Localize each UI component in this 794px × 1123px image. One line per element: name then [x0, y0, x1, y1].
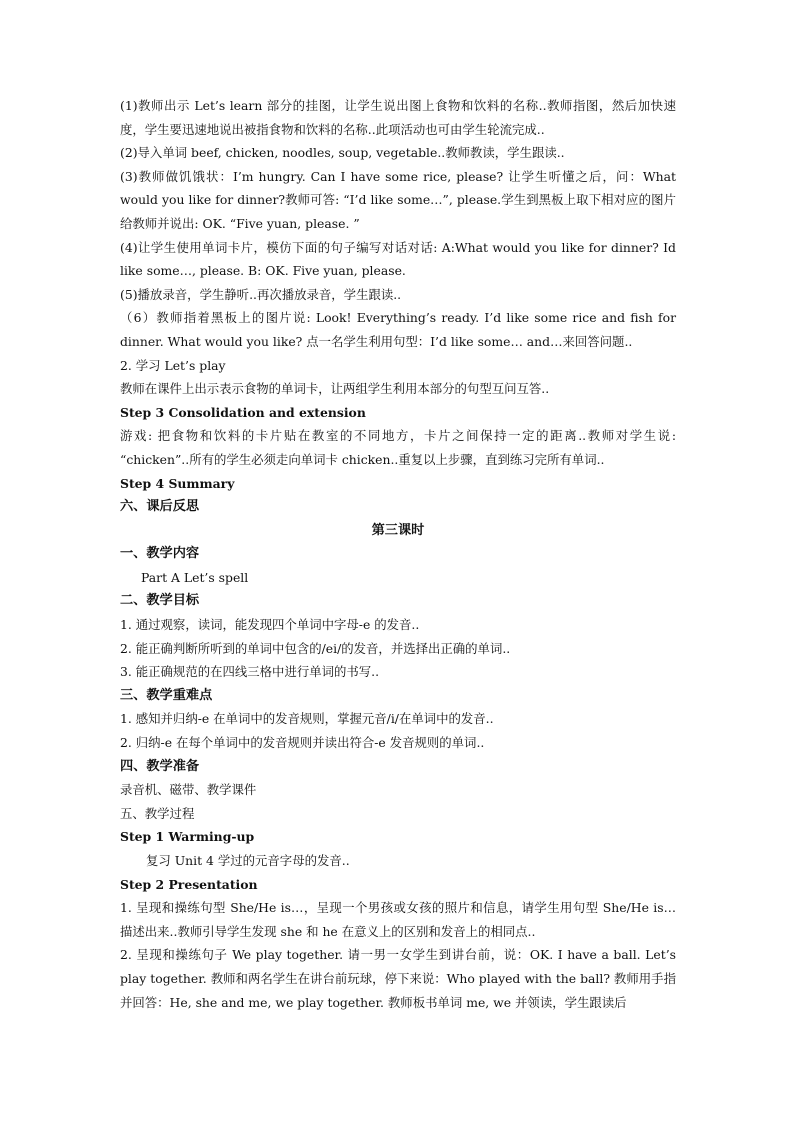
objective-2: 2. 能正确判断所听到的单词中包含的/ei/的发音，并选择出正确的单词..: [120, 640, 511, 656]
presentation-1: 1. 呈现和操练句型 She/He is…，呈现一个男孩或女孩的照片和信息，请学生用句型 She/He is… 描述出来..教师引导学生发现 she 和 he 在意义上的区别和发音上的相同点..: [120, 900, 676, 939]
objective-3: 3. 能正确规范的在四线三格中进行单词的书写..: [120, 664, 380, 680]
heading-warming-up: Step 1 Warming-up: [120, 829, 255, 845]
document-page: [120, 94, 676, 1014]
paragraph-step-4: (4)让学生使用单词卡片，模仿下面的句子编写对话对话: A:What would you like for dinner? Id like some…, please. B: OK. Five yuan, please.: [120, 239, 676, 279]
paragraph-preparation: 录音机、磁带、教学课件: [120, 782, 257, 798]
heading-process: 五、教学过程: [120, 805, 195, 821]
lesson-title: 第三课时: [371, 522, 425, 538]
paragraph-step-6: （6）教师指着黑板上的图片说: Look! Everything’s ready. I’d like some rice and fish for dinner. What would you like? 点一名学生利用句型：I’d like some… and…来回答问题..: [120, 310, 676, 349]
paragraph-warming-up: 复习 Unit 4 学过的元音字母的发音..: [146, 853, 350, 868]
heading-step-4: Step 4 Summary: [120, 475, 235, 491]
presentation-2: 2. 呈现和操练句子 We play together. 请一男一女学生到讲台前，说：OK. I have a ball. Let’s play together. 教师和两名学生在讲台前玩球，停下来说：Who played with the ball? 教师用手指并回答：He, she and me, we play together. 教师板书单词 me, we 并领读，学生跟读后: [120, 947, 676, 1010]
heading-reflection: 六、课后反思: [120, 499, 200, 515]
heading-objectives: 二、教学目标: [120, 593, 200, 609]
paragraph-step-3: (3)教师做饥饿状：I’m hungry. Can I have some rice, please? 让学生听懂之后，问：What would you like for dinner?教师可答: “I’d like some…”, please.学生到黑板上取下相对应的图片给教师并说出: OK. “Five yuan, please. ”: [120, 168, 676, 231]
heading-key-points: 三、教学重难点: [120, 687, 213, 703]
paragraph-step-5: (5)播放录音，学生静听..再次播放录音，学生跟读..: [120, 286, 402, 302]
heading-step-3: Step 3 Consolidation and extension: [120, 404, 366, 420]
key-point-1: 1. 感知并归纳-e 在单词中的发音规则，掌握元音/i/在单词中的发音..: [120, 711, 494, 727]
heading-content: 一、教学内容: [120, 546, 200, 562]
paragraph-content: Part A Let’s spell: [141, 569, 249, 585]
key-point-2: 2. 归纳-e 在每个单词中的发音规则并读出符合-e 发音规则的单词..: [120, 735, 485, 751]
paragraph-lets-play: 2. 学习 Let’s play: [120, 357, 226, 373]
heading-presentation: Step 2 Presentation: [120, 876, 258, 892]
heading-preparation: 四、教学准备: [120, 758, 200, 774]
paragraph-step-1: (1)教师出示 Let’s learn 部分的挂图，让学生说出图上食物和饮料的名称..教师指图，然后加快速度，学生要迅速地说出被指食物和饮料的名称..此项活动也可由学生轮流完成..: [120, 98, 676, 137]
paragraph-step-2: (2)导入单词 beef, chicken, noodles, soup, vegetable..教师教读，学生跟读..: [120, 145, 565, 161]
paragraph-lets-play-body: 教师在课件上出示表示食物的单词卡，让两组学生利用本部分的句型互问互答..: [120, 381, 550, 397]
objective-1: 1. 通过观察，读词，能发现四个单词中字母-e 的发音..: [120, 617, 420, 633]
paragraph-game: 游戏: 把食物和饮料的卡片贴在教室的不同地方，卡片之间保持一定的距离..教师对学生说: “chicken”..所有的学生必须走向单词卡 chicken..重复以上步骤，直到练习完所有单词..: [120, 428, 676, 467]
